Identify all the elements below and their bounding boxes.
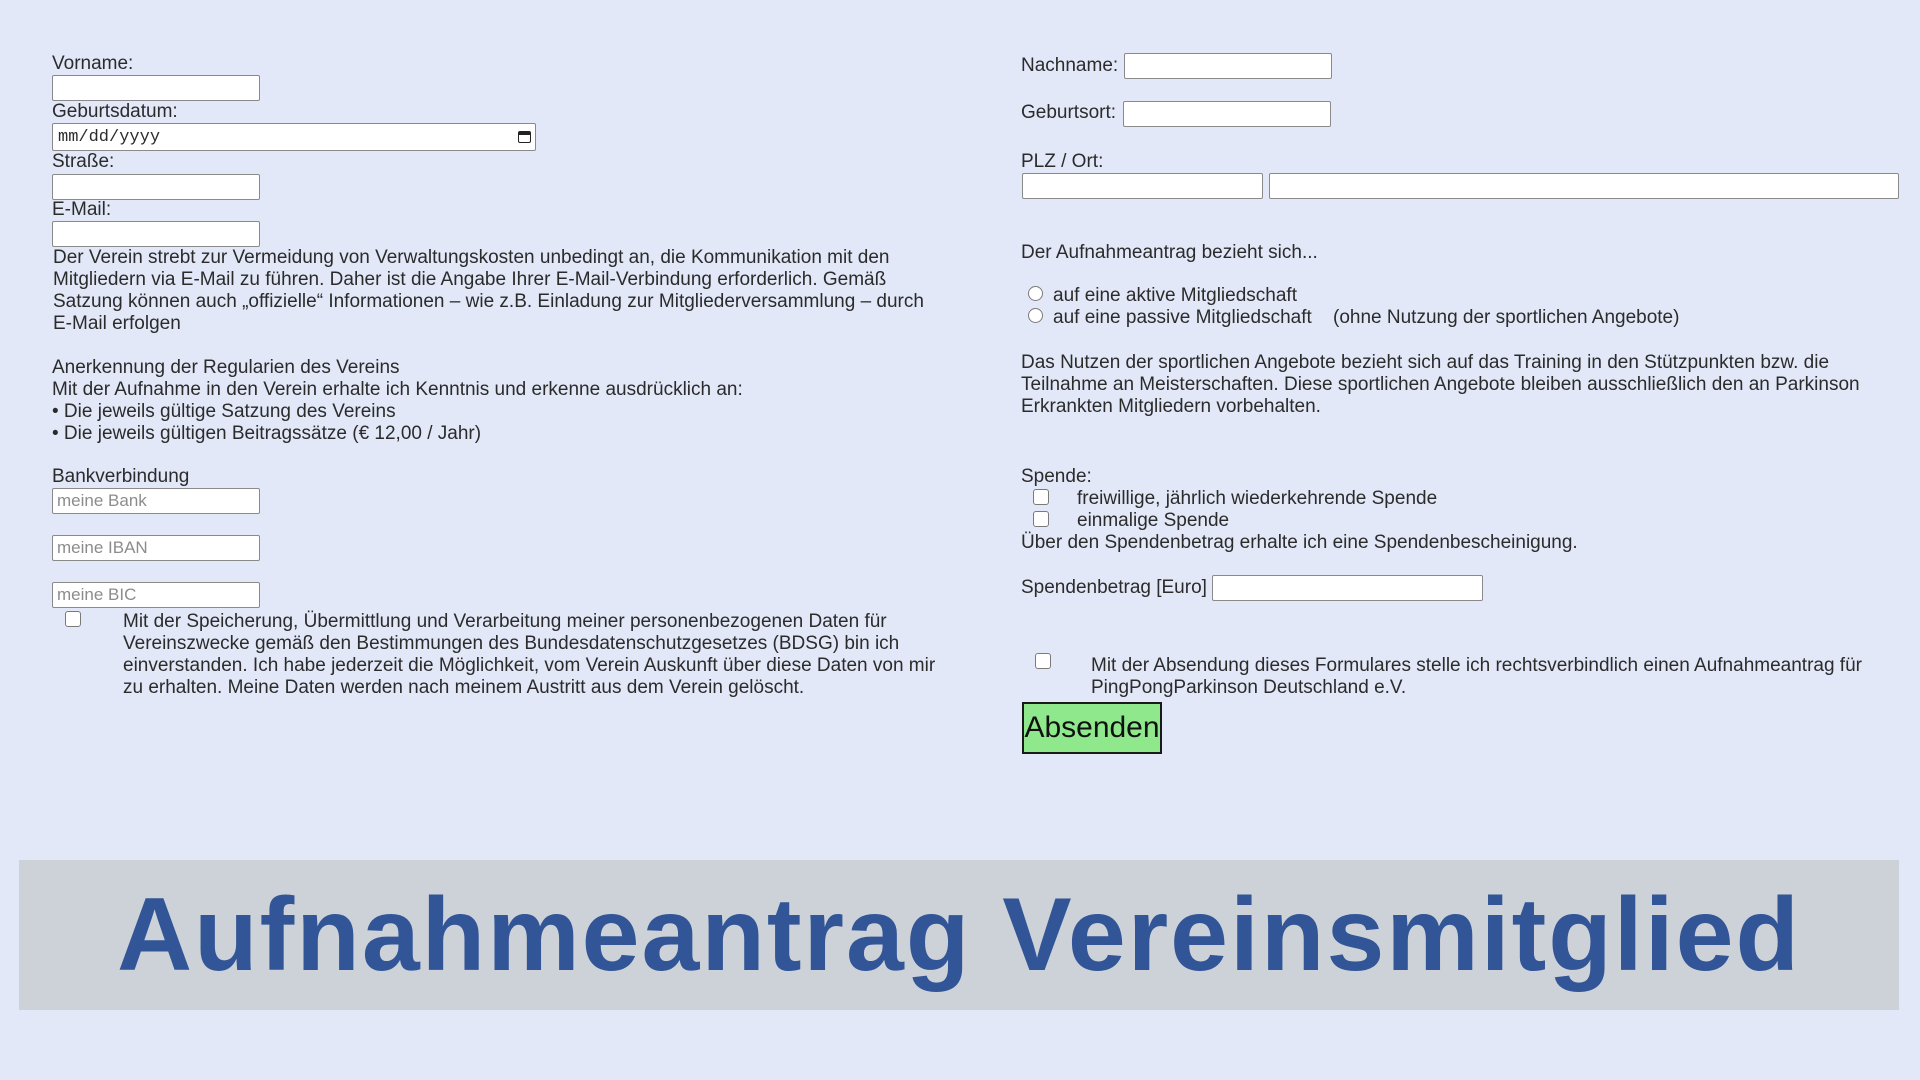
membership-heading: Der Aufnahmeantrag bezieht sich...	[1021, 242, 1318, 263]
privacy-checkbox[interactable]	[65, 611, 81, 627]
title-banner	[19, 860, 1899, 1010]
calendar-icon[interactable]	[518, 131, 531, 143]
email-note: Der Verein strebt zur Vermeidung von Verwaltungskosten unbedingt an, die Kommunikation mit den Mitgliedern via E-Mail zu führen. Daher ist die Angabe Ihrer E-Mail-Verbindung erforderlich. Gemäß Satzung können auch „offizielle“ Informationen – wie z.B. Einladung zur Mitgliederversammlung – durch E-Mail erfolgen	[53, 247, 924, 334]
birthdate-input[interactable]	[52, 123, 536, 151]
donation-recurring-checkbox[interactable]	[1033, 489, 1049, 505]
iban-input[interactable]	[52, 535, 260, 561]
birthdate-label: Geburtsdatum:	[52, 101, 178, 122]
email-label: E-Mail:	[52, 199, 112, 220]
binding-checkbox[interactable]	[1035, 653, 1051, 669]
city-input[interactable]	[1269, 173, 1899, 199]
bank-input[interactable]	[52, 488, 260, 514]
donation-receipt-note: Über den Spendenbetrag erhalte ich eine Spendenbescheinigung.	[1021, 532, 1578, 553]
donation-heading: Spende:	[1021, 466, 1092, 487]
rules-heading: Anerkennung der Regularien des Vereins	[52, 357, 400, 378]
zip-input[interactable]	[1022, 173, 1263, 199]
donation-amount-input[interactable]	[1212, 575, 1483, 601]
privacy-text: Mit der Speicherung, Übermittlung und Verarbeitung meiner personenbezogenen Daten für Vereinszwecke gemäß den Bestimmungen des Bundesdatenschutzgesetzes (BDSG) bin ich einverstanden. Ich habe jederzeit die Möglichkeit, vom Verein Auskunft über diese Daten von mir zu erhalten. Meine Daten werden nach meinem Austritt aus dem Verein gelöscht.	[123, 611, 936, 698]
page-title: Aufnahmeantrag Vereinsmitglied	[117, 876, 1801, 993]
sport-note: Das Nutzen der sportlichen Angebote bezieht sich auf das Training in den Stützpunkten bzw. die Teilnahme an Meisterschaften. Diese sportlichen Angebote bleiben ausschließlich den an Parkinson Erkrankten Mitgliedern vorbehalten.	[1021, 352, 1860, 417]
membership-passive-label: auf eine passive Mitgliedschaft	[1053, 307, 1312, 328]
donation-amount-label: Spendenbetrag [Euro]	[1021, 577, 1207, 598]
membership-active-label: auf eine aktive Mitgliedschaft	[1053, 285, 1297, 306]
donation-recurring-label: freiwillige, jährlich wiederkehrende Spende	[1077, 488, 1438, 509]
donation-once-checkbox[interactable]	[1033, 511, 1049, 527]
firstname-label: Vorname:	[52, 53, 134, 74]
zip-city-label: PLZ / Ort:	[1021, 151, 1104, 172]
birthplace-label: Geburtsort:	[1021, 102, 1117, 123]
submit-button[interactable]: Absenden	[1022, 702, 1162, 754]
rules-intro: Mit der Aufnahme in den Verein erhalte ich Kenntnis und erkenne ausdrücklich an:	[52, 379, 743, 400]
street-label: Straße:	[52, 151, 115, 172]
birthdate-value: mm/dd/yyyy	[58, 127, 161, 147]
membership-passive-note: (ohne Nutzung der sportlichen Angebote)	[1333, 307, 1680, 328]
rules-block	[52, 357, 942, 445]
binding-text: Mit der Absendung dieses Formulares stelle ich rechtsverbindlich einen Aufnahmeantrag für PingPongParkinson Deutschland e.V.	[1091, 655, 1862, 698]
rules-item-statute: • Die jeweils gültige Satzung des Vereins	[52, 401, 396, 422]
street-input[interactable]	[52, 174, 260, 200]
rules-item-fees: • Die jeweils gültigen Beitragssätze (€ 12,00 / Jahr)	[52, 423, 482, 444]
bank-heading: Bankverbindung	[52, 466, 190, 487]
donation-once-label: einmalige Spende	[1077, 510, 1230, 531]
firstname-input[interactable]	[52, 75, 260, 101]
lastname-input[interactable]	[1124, 53, 1332, 79]
email-input[interactable]	[52, 221, 260, 247]
membership-active-radio[interactable]	[1028, 286, 1043, 301]
membership-passive-radio[interactable]	[1028, 308, 1043, 323]
bic-input[interactable]	[52, 582, 260, 608]
birthplace-input[interactable]	[1123, 101, 1331, 127]
lastname-label: Nachname:	[1021, 55, 1119, 76]
